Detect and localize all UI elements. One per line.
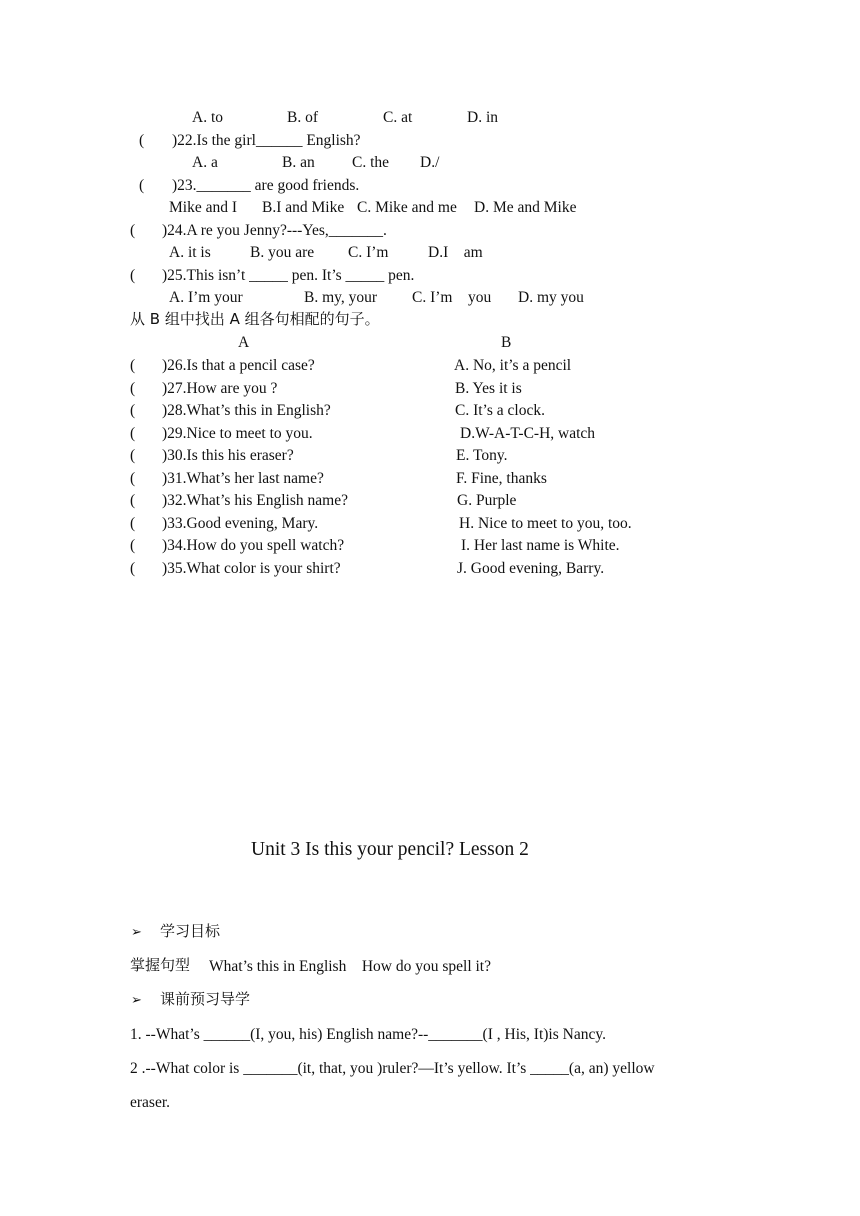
match-row-30-question: )30.Is this his eraser? (162, 447, 294, 464)
q23-question: )23._______ are good friends. (172, 177, 360, 194)
match-row-33-answer: H. Nice to meet to you, too. (459, 515, 632, 532)
match-row-26-paren: ( (130, 357, 136, 374)
q24-option-c: C. I’m (348, 244, 389, 261)
matching-instruction: 从 B 组中找出 A 组各句相配的句子。 (130, 310, 380, 328)
q22-option-d: D./ (420, 154, 440, 171)
exercise-1: 1. --What’s ______(I, you, his) English name?--_______(I , His, It)is Nancy. (130, 1026, 606, 1043)
q23-option-c: C. Mike and me (357, 199, 457, 216)
match-row-35-answer: J. Good evening, Barry. (457, 560, 605, 577)
match-row-29-answer: D.W-A-T-C-H, watch (460, 425, 596, 442)
q23-option-b: B.I and Mike (262, 199, 345, 216)
q23-paren: ( (139, 177, 145, 194)
match-row-34-paren: ( (130, 537, 136, 554)
match-row-34-answer: I. Her last name is White. (461, 537, 620, 554)
q24-option-d: D.I am (428, 244, 483, 261)
match-row-30-answer: E. Tony. (456, 447, 508, 464)
q21-option-a: A. to (192, 109, 223, 126)
q22-question: )22.Is the girl______ English? (172, 132, 361, 149)
q24-question: )24.A re you Jenny?---Yes,_______. (162, 222, 387, 239)
q24-option-b: B. you are (250, 244, 315, 261)
lesson-title: Unit 3 Is this your pencil? Lesson 2 (251, 839, 529, 860)
q22-option-b: B. an (282, 154, 315, 171)
section-learning-goals-heading: 学习目标 (160, 922, 221, 940)
q25-option-b: B. my, your (304, 289, 378, 306)
match-row-33-paren: ( (130, 515, 136, 532)
goal-label: 掌握句型 (130, 956, 191, 974)
q22-option-a: A. a (192, 154, 218, 171)
match-row-27-paren: ( (130, 380, 136, 397)
match-row-27-question: )27.How are you ? (162, 380, 278, 397)
bullet-arrow-icon: ➢ (131, 993, 142, 1008)
q24-paren: ( (130, 222, 136, 239)
q25-question: )25.This isn’t _____ pen. It’s _____ pen. (162, 267, 415, 284)
match-row-31-paren: ( (130, 470, 136, 487)
match-row-28-answer: C. It’s a clock. (455, 402, 545, 419)
match-row-34-question: )34.How do you spell watch? (162, 537, 345, 554)
q24-option-a: A. it is (169, 244, 211, 261)
q25-option-d: D. my you (518, 289, 584, 306)
exercise-2-line-2: eraser. (130, 1094, 171, 1111)
match-row-32-paren: ( (130, 492, 136, 509)
goal-text: What’s this in English How do you spell it? (209, 958, 491, 975)
q21-option-c: C. at (383, 109, 413, 126)
q25-option-c: C. I’m you (412, 289, 492, 306)
q23-option-a: Mike and I (169, 199, 238, 216)
match-row-28-question: )28.What’s this in English? (162, 402, 331, 419)
q23-option-d: D. Me and Mike (474, 199, 577, 216)
match-row-35-question: )35.What color is your shirt? (162, 560, 341, 577)
q21-option-b: B. of (287, 109, 318, 126)
q22-option-c: C. the (352, 154, 390, 171)
matching-header-b: B (501, 334, 512, 351)
q21-option-d: D. in (467, 109, 498, 126)
match-row-33-question: )33.Good evening, Mary. (162, 515, 319, 532)
q25-option-a: A. I’m your (169, 289, 243, 306)
match-row-31-question: )31.What’s her last name? (162, 470, 324, 487)
match-row-29-question: )29.Nice to meet to you. (162, 425, 313, 442)
match-row-32-question: )32.What’s his English name? (162, 492, 348, 509)
match-row-27-answer: B. Yes it is (455, 380, 522, 397)
exercise-2-line-1: 2 .--What color is _______(it, that, you )ruler?—It’s yellow. It’s _____(a, an) yellow (130, 1060, 655, 1077)
match-row-26-question: )26.Is that a pencil case? (162, 357, 315, 374)
matching-header-a: A (238, 334, 250, 351)
match-row-35-paren: ( (130, 560, 136, 577)
section-preview-heading: 课前预习导学 (160, 990, 251, 1008)
match-row-30-paren: ( (130, 447, 136, 464)
match-row-29-paren: ( (130, 425, 136, 442)
match-row-32-answer: G. Purple (457, 492, 517, 509)
q22-paren: ( (139, 132, 145, 149)
q25-paren: ( (130, 267, 136, 284)
bullet-arrow-icon: ➢ (131, 925, 142, 940)
match-row-26-answer: A. No, it’s a pencil (454, 357, 572, 374)
match-row-31-answer: F. Fine, thanks (456, 470, 547, 487)
match-row-28-paren: ( (130, 402, 136, 419)
